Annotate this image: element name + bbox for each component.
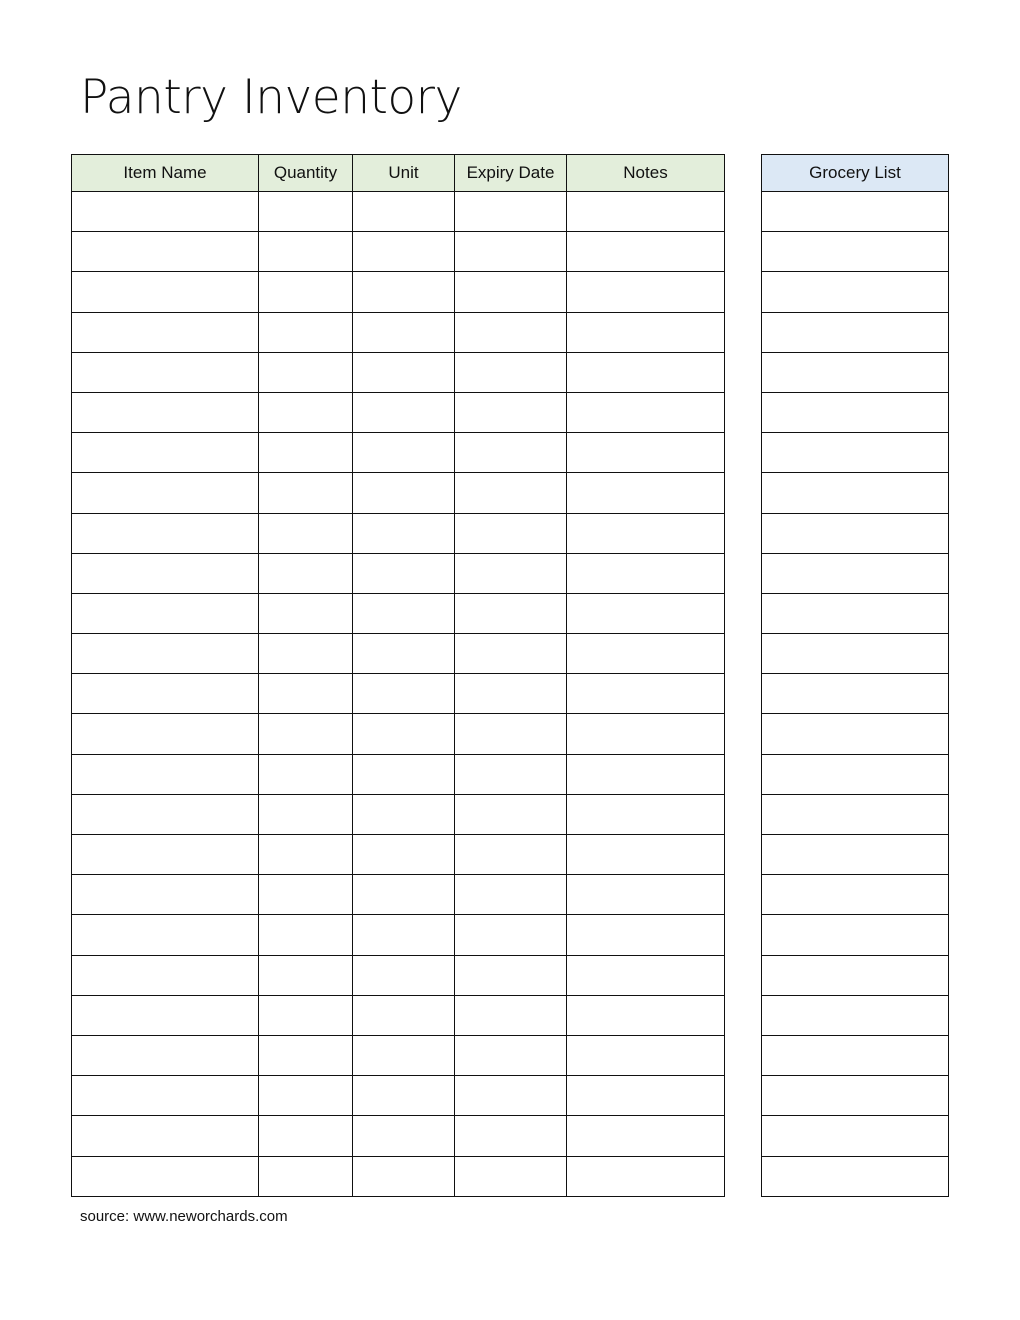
column-header-grocery-list: Grocery List — [762, 155, 949, 192]
table-cell[interactable] — [259, 312, 353, 352]
page-title: Pantry Inventory — [80, 70, 462, 125]
table-cell[interactable] — [353, 232, 455, 272]
grocery-cell[interactable] — [762, 634, 949, 674]
table-cell[interactable] — [259, 352, 353, 392]
table-cell[interactable] — [455, 392, 567, 432]
table-cell[interactable] — [72, 955, 259, 995]
grocery-cell[interactable] — [762, 272, 949, 312]
table-cell[interactable] — [567, 674, 725, 714]
table-row — [72, 513, 725, 553]
inventory-header-row — [72, 155, 725, 192]
list-item — [762, 392, 949, 432]
table-row — [72, 995, 725, 1035]
list-item — [762, 192, 949, 232]
grocery-cell[interactable] — [762, 593, 949, 633]
list-item — [762, 312, 949, 352]
source-note: source: www.neworchards.com — [80, 1208, 288, 1225]
grocery-cell[interactable] — [762, 433, 949, 473]
table-cell[interactable] — [353, 352, 455, 392]
table-cell[interactable] — [353, 192, 455, 232]
table-cell[interactable] — [259, 634, 353, 674]
table-cell[interactable] — [353, 634, 455, 674]
table-row — [72, 794, 725, 834]
grocery-cell[interactable] — [762, 674, 949, 714]
table-cell[interactable] — [72, 714, 259, 754]
table-cell[interactable] — [455, 915, 567, 955]
table-cell[interactable] — [259, 995, 353, 1035]
list-item — [762, 1116, 949, 1156]
table-row — [72, 634, 725, 674]
list-item — [762, 674, 949, 714]
table-cell[interactable] — [72, 312, 259, 352]
list-item — [762, 272, 949, 312]
table-cell[interactable] — [353, 513, 455, 553]
list-item — [762, 433, 949, 473]
grocery-cell[interactable] — [762, 1076, 949, 1116]
table-row — [72, 232, 725, 272]
table-cell[interactable] — [353, 754, 455, 794]
table-cell[interactable] — [567, 312, 725, 352]
list-item — [762, 794, 949, 834]
table-cell[interactable] — [259, 272, 353, 312]
grocery-cell[interactable] — [762, 1116, 949, 1156]
table-cell[interactable] — [567, 794, 725, 834]
table-cell[interactable] — [567, 352, 725, 392]
table-cell[interactable] — [353, 1076, 455, 1116]
table-cell[interactable] — [72, 674, 259, 714]
list-item — [762, 1035, 949, 1075]
table-cell[interactable] — [72, 1116, 259, 1156]
list-item — [762, 1156, 949, 1196]
table-cell[interactable] — [567, 593, 725, 633]
table-cell[interactable] — [353, 835, 455, 875]
table-cell[interactable] — [567, 433, 725, 473]
table-cell[interactable] — [72, 1076, 259, 1116]
list-item — [762, 634, 949, 674]
table-cell[interactable] — [455, 1035, 567, 1075]
table-row — [72, 674, 725, 714]
table-cell[interactable] — [455, 995, 567, 1035]
grocery-cell[interactable] — [762, 875, 949, 915]
table-cell[interactable] — [567, 272, 725, 312]
table-row — [72, 433, 725, 473]
table-cell[interactable] — [353, 473, 455, 513]
table-row — [72, 714, 725, 754]
table-cell[interactable] — [567, 553, 725, 593]
list-item — [762, 352, 949, 392]
table-cell[interactable] — [259, 392, 353, 432]
table-row — [72, 352, 725, 392]
table-cell[interactable] — [259, 232, 353, 272]
table-cell[interactable] — [259, 593, 353, 633]
table-row — [72, 312, 725, 352]
grocery-cell[interactable] — [762, 232, 949, 272]
list-item — [762, 1076, 949, 1116]
list-item — [762, 915, 949, 955]
table-row — [72, 593, 725, 633]
table-cell[interactable] — [567, 835, 725, 875]
list-item — [762, 232, 949, 272]
table-cell[interactable] — [455, 1116, 567, 1156]
table-row — [72, 192, 725, 232]
table-cell[interactable] — [259, 1076, 353, 1116]
table-cell[interactable] — [455, 433, 567, 473]
table-cell[interactable] — [259, 794, 353, 834]
table-cell[interactable] — [455, 192, 567, 232]
table-cell[interactable] — [455, 875, 567, 915]
table-cell[interactable] — [72, 995, 259, 1035]
table-cell[interactable] — [455, 272, 567, 312]
table-cell[interactable] — [259, 513, 353, 553]
table-row — [72, 1116, 725, 1156]
column-header-unit: Unit — [353, 155, 455, 192]
table-cell[interactable] — [567, 915, 725, 955]
table-cell[interactable] — [72, 192, 259, 232]
table-cell[interactable] — [455, 674, 567, 714]
column-header-item-name: Item Name — [72, 155, 259, 192]
table-cell[interactable] — [455, 714, 567, 754]
table-cell[interactable] — [259, 915, 353, 955]
table-cell[interactable] — [72, 634, 259, 674]
table-cell[interactable] — [353, 1156, 455, 1196]
table-cell[interactable] — [567, 392, 725, 432]
table-cell[interactable] — [455, 593, 567, 633]
table-row — [72, 875, 725, 915]
column-header-quantity: Quantity — [259, 155, 353, 192]
table-row — [72, 473, 725, 513]
table-cell[interactable] — [455, 312, 567, 352]
list-item — [762, 875, 949, 915]
table-cell[interactable] — [72, 794, 259, 834]
table-cell[interactable] — [455, 634, 567, 674]
grocery-cell[interactable] — [762, 794, 949, 834]
table-cell[interactable] — [72, 875, 259, 915]
grocery-cell[interactable] — [762, 352, 949, 392]
table-cell[interactable] — [72, 352, 259, 392]
table-cell[interactable] — [259, 473, 353, 513]
inventory-rows — [72, 192, 725, 1197]
table-cell[interactable] — [353, 272, 455, 312]
table-cell[interactable] — [259, 1156, 353, 1196]
table-row — [72, 1076, 725, 1116]
table-cell[interactable] — [455, 473, 567, 513]
grocery-header-row — [762, 155, 949, 192]
table-cell[interactable] — [259, 674, 353, 714]
table-cell[interactable] — [567, 875, 725, 915]
table-cell[interactable] — [455, 794, 567, 834]
table-cell[interactable] — [259, 1116, 353, 1156]
table-cell[interactable] — [455, 232, 567, 272]
table-cell[interactable] — [259, 835, 353, 875]
table-cell[interactable] — [259, 1035, 353, 1075]
table-cell[interactable] — [455, 835, 567, 875]
grocery-cell[interactable] — [762, 714, 949, 754]
grocery-cell[interactable] — [762, 955, 949, 995]
table-cell[interactable] — [455, 754, 567, 794]
table-cell[interactable] — [72, 553, 259, 593]
table-cell[interactable] — [567, 634, 725, 674]
table-cell[interactable] — [259, 955, 353, 995]
table-row — [72, 1156, 725, 1196]
table-cell[interactable] — [72, 754, 259, 794]
grocery-cell[interactable] — [762, 995, 949, 1035]
table-cell[interactable] — [353, 392, 455, 432]
table-cell[interactable] — [353, 995, 455, 1035]
list-item — [762, 995, 949, 1035]
grocery-cell[interactable] — [762, 192, 949, 232]
table-cell[interactable] — [72, 392, 259, 432]
grocery-cell[interactable] — [762, 312, 949, 352]
grocery-cell[interactable] — [762, 915, 949, 955]
table-cell[interactable] — [353, 433, 455, 473]
grocery-cell[interactable] — [762, 473, 949, 513]
grocery-cell[interactable] — [762, 1156, 949, 1196]
table-cell[interactable] — [72, 835, 259, 875]
grocery-cell[interactable] — [762, 513, 949, 553]
table-cell[interactable] — [353, 714, 455, 754]
table-cell[interactable] — [72, 1035, 259, 1075]
list-item — [762, 553, 949, 593]
grocery-cell[interactable] — [762, 1035, 949, 1075]
table-cell[interactable] — [455, 1156, 567, 1196]
list-item — [762, 513, 949, 553]
column-header-expiry-date: Expiry Date — [455, 155, 567, 192]
table-cell[interactable] — [567, 473, 725, 513]
table-row — [72, 835, 725, 875]
table-cell[interactable] — [259, 192, 353, 232]
table-cell[interactable] — [455, 553, 567, 593]
table-row — [72, 1035, 725, 1075]
grocery-cell[interactable] — [762, 835, 949, 875]
grocery-cell[interactable] — [762, 392, 949, 432]
table-cell[interactable] — [72, 513, 259, 553]
table-cell[interactable] — [567, 1116, 725, 1156]
grocery-rows — [762, 192, 949, 1197]
table-cell[interactable] — [259, 754, 353, 794]
grocery-list-table — [761, 154, 949, 1197]
inventory-table — [71, 154, 725, 1197]
table-cell[interactable] — [72, 433, 259, 473]
table-row — [72, 754, 725, 794]
table-cell[interactable] — [455, 955, 567, 995]
table-cell[interactable] — [455, 352, 567, 392]
list-item — [762, 593, 949, 633]
table-cell[interactable] — [567, 192, 725, 232]
table-cell[interactable] — [567, 714, 725, 754]
table-cell[interactable] — [455, 513, 567, 553]
table-cell[interactable] — [567, 955, 725, 995]
table-cell[interactable] — [455, 1076, 567, 1116]
table-cell[interactable] — [567, 513, 725, 553]
table-row — [72, 955, 725, 995]
list-item — [762, 955, 949, 995]
table-cell[interactable] — [353, 312, 455, 352]
list-item — [762, 835, 949, 875]
table-cell[interactable] — [353, 1035, 455, 1075]
table-row — [72, 272, 725, 312]
list-item — [762, 754, 949, 794]
table-cell[interactable] — [259, 875, 353, 915]
grocery-cell[interactable] — [762, 553, 949, 593]
table-cell[interactable] — [353, 674, 455, 714]
table-row — [72, 392, 725, 432]
column-header-notes: Notes — [567, 155, 725, 192]
table-cell[interactable] — [567, 1035, 725, 1075]
grocery-cell[interactable] — [762, 754, 949, 794]
table-cell[interactable] — [353, 875, 455, 915]
table-cell[interactable] — [567, 754, 725, 794]
table-cell[interactable] — [72, 232, 259, 272]
table-cell[interactable] — [72, 272, 259, 312]
table-cell[interactable] — [259, 553, 353, 593]
table-cell[interactable] — [259, 714, 353, 754]
table-cell[interactable] — [72, 1156, 259, 1196]
table-cell[interactable] — [567, 1156, 725, 1196]
table-cell[interactable] — [567, 995, 725, 1035]
list-item — [762, 473, 949, 513]
table-row — [72, 915, 725, 955]
list-item — [762, 714, 949, 754]
table-cell[interactable] — [567, 1076, 725, 1116]
table-cell[interactable] — [72, 593, 259, 633]
table-cell[interactable] — [353, 1116, 455, 1156]
table-row — [72, 553, 725, 593]
table-cell[interactable] — [353, 915, 455, 955]
table-cell[interactable] — [567, 232, 725, 272]
table-cell[interactable] — [353, 794, 455, 834]
table-cell[interactable] — [353, 955, 455, 995]
table-cell[interactable] — [72, 473, 259, 513]
table-cell[interactable] — [353, 553, 455, 593]
table-cell[interactable] — [259, 433, 353, 473]
table-cell[interactable] — [72, 915, 259, 955]
table-cell[interactable] — [353, 593, 455, 633]
